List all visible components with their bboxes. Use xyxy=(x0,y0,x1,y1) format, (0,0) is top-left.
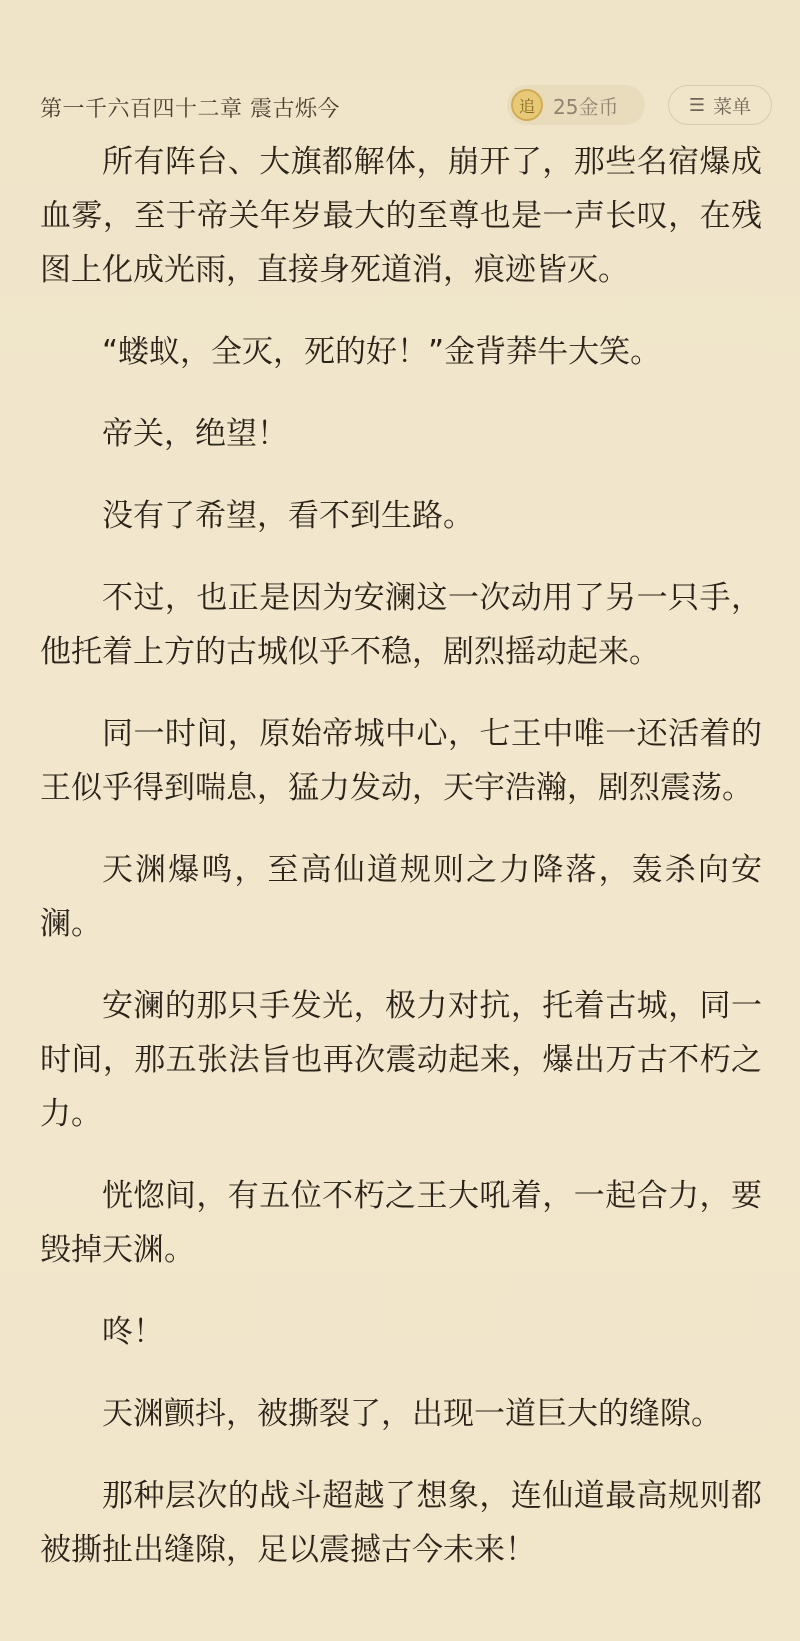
paragraph: 安澜的那只手发光，极力对抗，托着古城，同一时间，那五张法旨也再次震动起来，爆出万古不朽之力。 xyxy=(40,988,762,1132)
paragraph: 没有了希望，看不到生路。 xyxy=(102,498,474,534)
reader-top-bar xyxy=(0,0,800,140)
chapter-content xyxy=(40,135,762,1605)
paragraph: 同一时间，原始帝城中心，七王中唯一还活着的王似乎得到喘息，猛力发动，天宇浩瀚，剧烈震荡。 xyxy=(40,716,762,806)
coin-balance-button[interactable] xyxy=(507,85,645,125)
coin-balance-label: 25金币 xyxy=(553,94,619,119)
paragraph: 不过，也正是因为安澜这一次动用了另一只手，他托着上方的古城似乎不稳，剧烈摇动起来。 xyxy=(40,580,762,670)
paragraph: 咚！ xyxy=(102,1314,164,1350)
paragraph: 所有阵台、大旗都解体，崩开了，那些名宿爆成血雾，至于帝关年岁最大的至尊也是一声长叹，在残图上化成光雨，直接身死道消，痕迹皆灭。 xyxy=(40,144,762,288)
menu-button[interactable] xyxy=(668,85,772,125)
coin-icon: 追 xyxy=(511,89,543,121)
paragraph: 帝关，绝望！ xyxy=(102,416,288,452)
paragraph: 恍惚间，有五位不朽之王大吼着，一起合力，要毁掉天渊。 xyxy=(40,1178,762,1268)
paragraph: 天渊爆鸣，至高仙道规则之力降落，轰杀向安澜。 xyxy=(40,852,762,942)
paragraph: 那种层次的战斗超越了想象，连仙道最高规则都被撕扯出缝隙，足以震撼古今未来！ xyxy=(40,1478,762,1568)
paragraph: 天渊颤抖，被撕裂了，出现一道巨大的缝隙。 xyxy=(102,1396,722,1432)
chapter-title: 第一千六百四十二章 震古烁今 xyxy=(40,97,340,122)
menu-label: 菜单 xyxy=(713,95,752,118)
hamburger-icon: ☰ xyxy=(688,94,706,116)
paragraph: “蝼蚁，全灭，死的好！”金背莽牛大笑。 xyxy=(102,334,662,370)
